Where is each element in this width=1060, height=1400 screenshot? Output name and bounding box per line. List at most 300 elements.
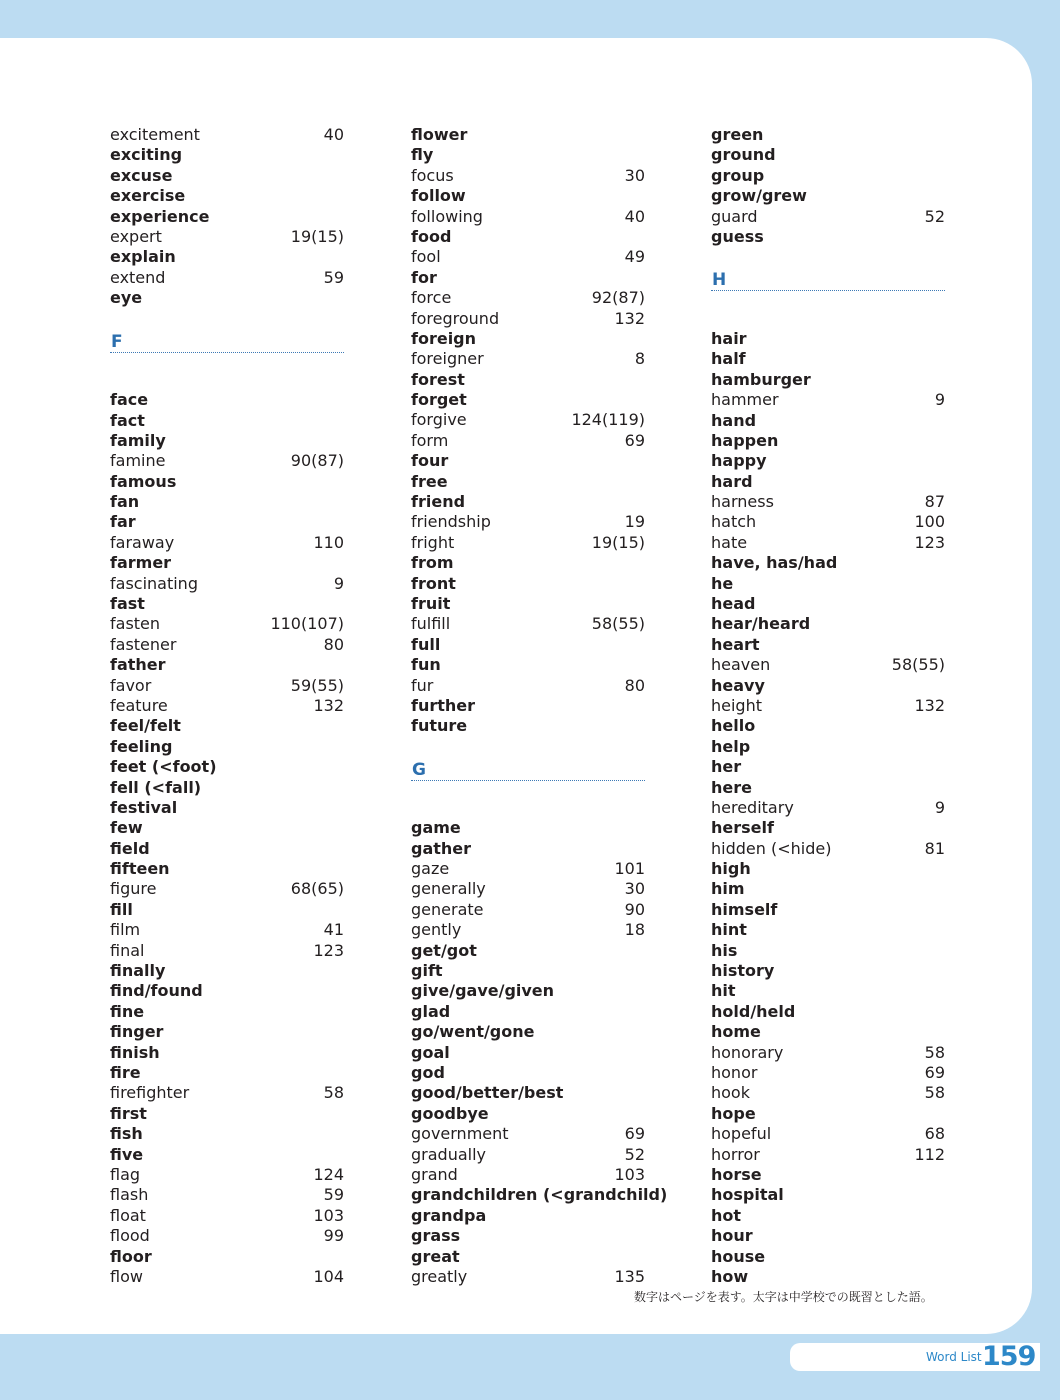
word-text: future (411, 716, 468, 736)
word-text: feature (110, 695, 168, 715)
word-text: hate (711, 532, 748, 552)
word-entry (711, 1185, 945, 1205)
word-text: forget (411, 390, 467, 410)
word-text: expert (110, 226, 162, 246)
page-ref: 58 (924, 1083, 945, 1103)
word-text: honorary (711, 1042, 784, 1062)
word-text: fact (110, 410, 145, 430)
word-text: gift (411, 961, 443, 981)
page-ref: 112 (914, 1144, 945, 1164)
word-entry (110, 1063, 344, 1083)
word-text: head (711, 594, 756, 614)
word-entry (110, 411, 344, 431)
word-text: fun (411, 655, 441, 675)
word-text: have, has/had (711, 553, 838, 573)
word-entry (711, 655, 945, 675)
word-entry (411, 1267, 645, 1287)
word-text: heaven (711, 655, 771, 675)
word-entry (711, 390, 945, 410)
word-text: hatch (711, 512, 757, 532)
word-entry (411, 451, 645, 471)
word-text: happen (711, 430, 779, 450)
word-text: experience (110, 206, 210, 226)
word-text: famine (110, 451, 166, 471)
page-ref: 58(55) (591, 614, 645, 634)
page-ref: 90(87) (290, 451, 344, 471)
page-ref: 68 (924, 1124, 945, 1144)
word-entry (411, 696, 645, 716)
word-entry (110, 635, 344, 655)
word-text: hospital (711, 1185, 784, 1205)
legend-note: 数字はページを表す。太字は中学校での既習とした語。 (634, 1290, 933, 1304)
word-entry (110, 166, 344, 186)
word-entry (411, 981, 645, 1001)
word-text: get/got (411, 940, 477, 960)
section-header (411, 737, 645, 819)
page-ref: 59 (323, 1185, 344, 1205)
word-text: hamburger (711, 369, 811, 389)
page-ref: 8 (634, 349, 645, 369)
page-ref: 81 (924, 838, 945, 858)
word-entry (711, 329, 945, 349)
page-ref: 80 (624, 675, 645, 695)
word-entry (711, 981, 945, 1001)
word-text: fan (110, 492, 140, 512)
page-ref: 110(107) (270, 614, 344, 634)
word-entry (411, 1043, 645, 1063)
word-text: feel/felt (110, 716, 181, 736)
word-entry (411, 125, 645, 145)
word-entry (411, 859, 645, 879)
word-text: grass (411, 1226, 461, 1246)
word-entry (711, 1063, 945, 1083)
word-text: heart (711, 634, 760, 654)
word-entry (411, 635, 645, 655)
word-entry (711, 125, 945, 145)
word-text: grandpa (411, 1205, 487, 1225)
word-entry (711, 778, 945, 798)
word-text: explain (110, 247, 176, 267)
word-text: home (711, 1022, 761, 1042)
word-entry (411, 349, 645, 369)
word-text: full (411, 634, 441, 654)
word-text: hand (711, 410, 757, 430)
word-text: five (110, 1144, 144, 1164)
word-entry (110, 512, 344, 532)
word-text: her (711, 757, 742, 777)
word-text: herself (711, 818, 774, 838)
word-entry (411, 1083, 645, 1103)
word-column-1 (110, 125, 344, 1287)
word-entry (411, 309, 645, 329)
word-entry (110, 1247, 344, 1267)
word-text: float (110, 1205, 146, 1225)
word-text: hook (711, 1083, 750, 1103)
page-ref: 104 (313, 1266, 344, 1286)
word-text: goodbye (411, 1103, 489, 1123)
word-entry (711, 635, 945, 655)
word-text: fastener (110, 634, 177, 654)
word-text: fasten (110, 614, 161, 634)
word-text: glad (411, 1001, 451, 1021)
section-divider (711, 290, 945, 291)
section-letter: H (712, 270, 727, 291)
word-text: following (411, 206, 483, 226)
word-text: hello (711, 716, 756, 736)
word-entry (110, 1002, 344, 1022)
word-entry (711, 716, 945, 736)
word-entry (110, 492, 344, 512)
word-entry (411, 818, 645, 838)
word-text: generally (411, 879, 486, 899)
word-entry (110, 1104, 344, 1124)
word-entry (711, 411, 945, 431)
word-text: fire (110, 1063, 141, 1082)
word-entry (110, 125, 344, 145)
page-number: 159 (982, 1341, 1036, 1372)
word-entry (711, 227, 945, 247)
page-ref: 58 (323, 1083, 344, 1103)
page-ref: 52 (924, 206, 945, 226)
word-text: give/gave/given (411, 981, 555, 1001)
word-entry (110, 227, 344, 247)
word-entry (411, 920, 645, 940)
word-text: father (110, 655, 166, 675)
word-entry (711, 1145, 945, 1165)
word-text: honor (711, 1063, 758, 1082)
word-text: face (110, 390, 149, 410)
word-entry (411, 1002, 645, 1022)
word-text: free (411, 471, 448, 491)
word-text: house (711, 1246, 766, 1266)
word-entry (411, 553, 645, 573)
word-text: hear/heard (711, 614, 811, 634)
page-ref: 18 (624, 920, 645, 940)
word-entry (711, 614, 945, 634)
word-entry (110, 839, 344, 859)
word-entry (711, 370, 945, 390)
word-entry (110, 676, 344, 696)
word-text: grow/grew (711, 186, 807, 206)
word-text: foreigner (411, 349, 484, 369)
word-text: harness (711, 492, 774, 512)
word-text: goal (411, 1042, 450, 1062)
word-text: gather (411, 838, 472, 858)
word-text: from (411, 553, 454, 573)
word-entry (411, 186, 645, 206)
word-text: god (411, 1063, 445, 1082)
page-ref: 103 (614, 1164, 645, 1184)
word-text: excuse (110, 165, 173, 185)
word-entry (411, 594, 645, 614)
word-entry (110, 145, 344, 165)
word-text: few (110, 818, 143, 838)
word-text: far (110, 512, 136, 532)
page-ref: 40 (323, 125, 344, 144)
word-entry (711, 1083, 945, 1103)
word-entry (711, 676, 945, 696)
word-entry (711, 574, 945, 594)
word-entry (411, 1124, 645, 1144)
word-entry (711, 1043, 945, 1063)
word-entry (711, 920, 945, 940)
page-ref: 87 (924, 492, 945, 512)
word-text: hold/held (711, 1001, 796, 1021)
word-text: follow (411, 186, 466, 206)
word-text: generate (411, 899, 484, 919)
word-entry (711, 1165, 945, 1185)
word-text: exciting (110, 145, 183, 165)
word-entry (711, 859, 945, 879)
word-text: fill (110, 899, 133, 919)
word-text: hope (711, 1103, 756, 1123)
word-entry (411, 574, 645, 594)
page-ref: 69 (924, 1063, 945, 1082)
word-text: fruit (411, 593, 451, 613)
word-entry (711, 145, 945, 165)
word-text: focus (411, 165, 454, 185)
word-text: fly (411, 145, 434, 165)
word-text: good/better/best (411, 1083, 564, 1103)
word-entry (711, 839, 945, 859)
word-text: farmer (110, 553, 172, 573)
word-text: finish (110, 1042, 160, 1062)
page-ref: 123 (914, 532, 945, 552)
word-text: fast (110, 594, 145, 614)
word-entry (711, 1124, 945, 1144)
word-entry (110, 1185, 344, 1205)
word-text: figure (110, 879, 157, 899)
page-ref: 100 (914, 512, 945, 532)
word-entry (711, 492, 945, 512)
word-entry (110, 798, 344, 818)
word-entry (711, 349, 945, 369)
word-text: he (711, 573, 734, 593)
word-entry (110, 859, 344, 879)
word-entry (711, 900, 945, 920)
page-ref: 132 (614, 308, 645, 328)
word-entry (411, 716, 645, 736)
word-entry (711, 879, 945, 899)
page-ref: 124(119) (571, 410, 645, 430)
word-text: further (411, 695, 476, 715)
word-entry (711, 512, 945, 532)
word-text: hard (711, 471, 753, 491)
word-entry (110, 268, 344, 288)
word-text: great (411, 1246, 460, 1266)
word-entry (110, 288, 344, 308)
word-entry (411, 1247, 645, 1267)
word-entry (110, 533, 344, 553)
page-ref: 80 (323, 634, 344, 654)
word-text: guard (711, 206, 758, 226)
word-entry (711, 696, 945, 716)
word-entry (711, 553, 945, 573)
page-ref: 69 (624, 1124, 645, 1144)
page-ref: 19(15) (591, 532, 645, 552)
section-header (711, 247, 945, 329)
word-entry (110, 594, 344, 614)
word-text: extend (110, 267, 166, 287)
word-text: excitement (110, 125, 200, 144)
word-entry (411, 961, 645, 981)
word-entry (110, 941, 344, 961)
word-text: hint (711, 920, 747, 940)
word-entry (411, 227, 645, 247)
word-entry (110, 207, 344, 227)
word-text: feet (<foot) (110, 757, 217, 777)
word-text: heavy (711, 675, 765, 695)
page-ref: 110 (313, 532, 344, 552)
word-entry (411, 166, 645, 186)
page-ref: 124 (313, 1164, 344, 1184)
page-ref: 19(15) (290, 226, 344, 246)
word-text: fine (110, 1001, 145, 1021)
word-text: himself (711, 899, 778, 919)
word-text: forgive (411, 410, 467, 430)
word-entry (411, 268, 645, 288)
word-entry (711, 1247, 945, 1267)
page-ref: 52 (624, 1144, 645, 1164)
word-entry (411, 1063, 645, 1083)
word-entry (711, 757, 945, 777)
word-text: hot (711, 1205, 742, 1225)
page-ref: 49 (624, 247, 645, 267)
word-entry (110, 879, 344, 899)
word-entry (110, 186, 344, 206)
word-text: find/found (110, 981, 203, 1001)
word-text: horse (711, 1164, 762, 1184)
word-text: help (711, 736, 751, 756)
word-entry (411, 1185, 668, 1205)
section-letter: F (111, 331, 123, 352)
page-ref: 90 (624, 899, 645, 919)
word-text: fascinating (110, 573, 198, 593)
word-entry (411, 839, 645, 859)
word-text: greatly (411, 1266, 468, 1286)
footer-tab (790, 1343, 1040, 1371)
word-entry (711, 1206, 945, 1226)
word-text: finger (110, 1022, 164, 1042)
word-text: here (711, 777, 752, 797)
word-entry (711, 961, 945, 981)
word-text: happy (711, 451, 767, 471)
word-entry (711, 737, 945, 757)
word-entry (110, 1267, 344, 1287)
word-entry (411, 1104, 645, 1124)
word-entry (711, 207, 945, 227)
page-ref: 92(87) (591, 288, 645, 308)
word-entry (411, 472, 645, 492)
word-text: height (711, 695, 762, 715)
word-text: fell (<fall) (110, 777, 202, 797)
word-text: go/went/gone (411, 1022, 535, 1042)
word-entry (110, 247, 344, 267)
word-text: grandchildren (<grandchild) (411, 1185, 668, 1205)
page-ref: 30 (624, 165, 645, 185)
word-entry (411, 879, 645, 899)
page-ref: 58(55) (891, 655, 945, 675)
word-entry (411, 614, 645, 634)
word-entry (711, 1104, 945, 1124)
page-ref: 123 (313, 940, 344, 960)
word-entry (711, 451, 945, 471)
word-text: family (110, 430, 166, 450)
page-ref: 59 (323, 267, 344, 287)
word-entry (110, 981, 344, 1001)
word-text: fool (411, 247, 441, 267)
word-entry (411, 329, 645, 349)
section-header (110, 309, 344, 391)
word-text: hereditary (711, 797, 794, 817)
word-text: high (711, 859, 751, 879)
word-text: front (411, 573, 456, 593)
section-divider (110, 352, 344, 353)
word-column-2 (411, 125, 668, 1287)
page-ref: 132 (914, 695, 945, 715)
word-entry (711, 186, 945, 206)
word-entry (110, 390, 344, 410)
word-text: hammer (711, 390, 779, 410)
word-entry (110, 1206, 344, 1226)
page-ref: 9 (934, 390, 945, 410)
word-text: group (711, 165, 765, 185)
page-ref: 101 (614, 859, 645, 879)
word-text: gradually (411, 1144, 486, 1164)
word-entry (110, 778, 344, 798)
word-entry (110, 655, 344, 675)
word-text: hour (711, 1226, 753, 1246)
word-entry (711, 166, 945, 186)
word-entry (411, 431, 645, 451)
word-text: flower (411, 125, 468, 144)
word-text: food (411, 226, 452, 246)
footer-label: Word List (926, 1350, 982, 1364)
word-entry (110, 716, 344, 736)
word-entry (711, 798, 945, 818)
word-entry (411, 1165, 645, 1185)
word-entry (110, 614, 344, 634)
word-text: foreground (411, 308, 500, 328)
word-text: flash (110, 1185, 149, 1205)
word-text: ground (711, 145, 776, 165)
page-ref: 103 (313, 1205, 344, 1225)
page-ref: 135 (614, 1266, 645, 1286)
word-entry (110, 574, 344, 594)
word-text: grand (411, 1164, 458, 1184)
word-entry (411, 288, 645, 308)
word-entry (711, 431, 945, 451)
word-entry (110, 696, 344, 716)
word-entry (110, 920, 344, 940)
word-text: firefighter (110, 1083, 190, 1103)
word-entry (411, 655, 645, 675)
word-entry (110, 451, 344, 471)
word-entry (711, 1267, 945, 1287)
word-entry (411, 370, 645, 390)
section-letter: G (412, 759, 426, 780)
page-ref: 19 (624, 512, 645, 532)
word-entry (711, 941, 945, 961)
word-entry (711, 818, 945, 838)
word-text: for (411, 267, 437, 287)
word-text: faraway (110, 532, 175, 552)
word-entry (411, 207, 645, 227)
word-text: festival (110, 797, 178, 817)
word-text: field (110, 838, 150, 858)
page-ref: 9 (934, 797, 945, 817)
word-text: famous (110, 471, 177, 491)
